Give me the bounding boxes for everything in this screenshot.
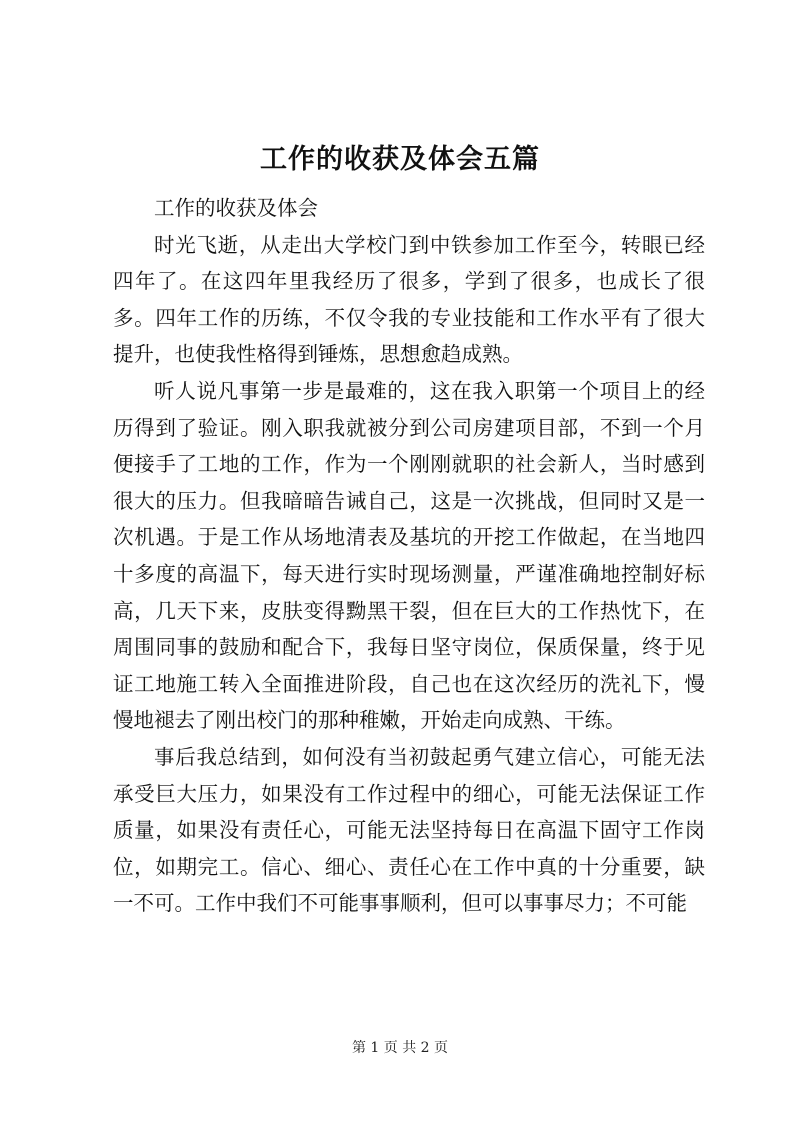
paragraph: 时光飞逝，从走出大学校门到中铁参加工作至今，转眼已经四年了。在这四年里我经历了很多，学到了很多，也成长了很多。四年工作的历练，不仅令我的专业技能和工作水平有了很大提升，也使我性格得到锤炼，思想愈趋成熟。 bbox=[113, 232, 705, 367]
paragraph: 听人说凡事第一步是最难的，这在我入职第一个项目上的经历得到了验证。刚入职我就被分到公司房建项目部，不到一个月便接手了工地的工作，作为一个刚刚就职的社会新人，当时感到很大的压力。但我暗暗告诫自己，这是一次挑战，但同时又是一次机遇。于是工作从场地清表及基坑的开挖工作做起，在当地四十多度的高温下，每天进行实时现场测量，严谨准确地控制好标高，几天下来，皮肤变得黝黑干裂，但在巨大的工作热忱下，在周围同事的鼓励和配合下，我每日坚守岗位，保质保量，终于见证工地施工转入全面推进阶段，自己也在这次经历的洗礼下，慢慢地褪去了刚出校门的那种稚嫩，开始走向成熟、干练。 bbox=[113, 378, 705, 733]
page-footer: 第 1 页 共 2 页 bbox=[351, 1040, 449, 1056]
document-body bbox=[113, 190, 705, 922]
section-subtitle: 工作的收获及体会 bbox=[154, 196, 318, 220]
paragraph: 事后我总结到，如何没有当初鼓起勇气建立信心，可能无法承受巨大压力，如果没有工作过程中的细心，可能无法保证工作质量，如果没有责任心，可能无法坚持每日在高温下固守工作岗位，如期完工。信心、细心、责任心在工作中真的十分重要，缺一不可。工作中我们不可能事事顺利，但可以事事尽力；不可能 bbox=[113, 744, 705, 916]
page-title: 工作的收获及体会五篇 bbox=[260, 144, 540, 175]
